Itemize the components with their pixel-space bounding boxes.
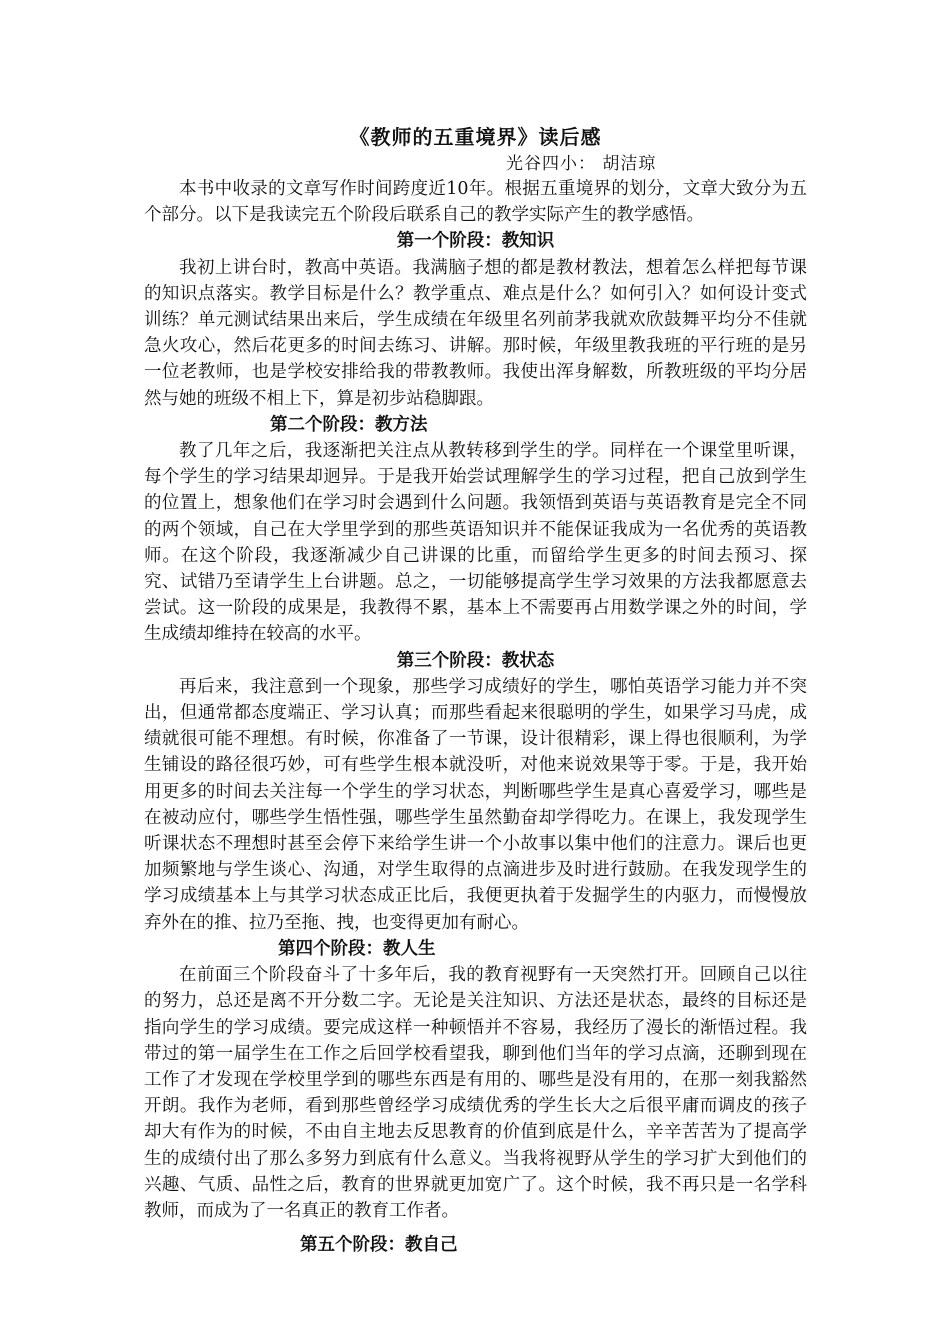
section-heading-4: 第四个阶段：教人生 [278,938,436,959]
author-line: 光谷四小： 胡洁琼 [506,154,657,174]
section-body-3: 再后来，我注意到一个现象，那些学习成绩好的学生，哪怕英语学习能力并不突出，但通常都态度端正、学习认真；而那些看起来很聪明的学生，如果学习马虎，成绩就很可能不理想。有时候，你准备了一节课，设计很精彩，课上得也很顺利，为学生铺设的路径很巧妙，可有些学生根本就没听，对他来说效果等于零。于是，我开始用更多的时间去关注每一个学生的学习状态，判断哪些学生是真心喜爱学习，哪些是在被动应付，哪些学生悟性强，哪些学生虽然勤奋却学得吃力。在课上，我发现学生听课状态不理想时甚至会停下来给学生讲一个小故事以集中他们的注意力。课后也更加频繁地与学生谈心、沟通，对学生取得的点滴进步及时进行鼓励。在我发现学生的学习成绩基本上与其学习状态成正比后，我便更执着于发掘学生的内驱力，而慢慢放弃外在的推、拉乃至拖、拽，也变得更加有耐心。 [144,676,807,933]
section-body-4: 在前面三个阶段奋斗了十多年后，我的教育视野有一天突然打开。回顾自己以往的努力，总还是离不开分数二字。无论是关注知识、方法还是状态，最终的目标还是指向学生的学习成绩。要完成这样一种顿悟并不容易，我经历了漫长的渐悟过程。我带过的第一届学生在工作之后回学校看望我，聊到他们当年的学习点滴，还聊到现在工作了才发现在学校里学到的哪些东西是有用的、哪些是没有用的，在那一刻我豁然开朗。我作为老师，看到那些曾经学习成绩优秀的学生长大之后很平庸而调皮的孩子却大有作为的时候，不由自主地去反思教育的价值到底是什么，辛辛苦苦为了提高学生的成绩付出了那么多努力到底有什么意义。当我将视野从学生的学习扩大到他们的兴趣、气质、品性之后，教育的世界就更加宽广了。这个时候，我不再只是一名学科教师，而成为了一名真正的教育工作者。 [144,965,807,1221]
section-body-2: 教了几年之后，我逐渐把关注点从教转移到学生的学。同样在一个课堂里听课，每个学生的学习结果却迥异。于是我开始尝试理解学生的学习过程，把自己放到学生的位置上，想象他们在学习时会遇到什么问题。我领悟到英语与英语教育是完全不同的两个领域，自己在大学里学到的那些英语知识并不能保证我成为一名优秀的英语教师。在这个阶段，我逐渐减少自己讲课的比重，而留给学生更多的时间去预习、探究、试错乃至请学生上台讲题。总之，一切能够提高学生学习效果的方法我都愿意去尝试。这一阶段的成果是，我教得不累，基本上不需要再占用数学课之外的时间，学生成绩却维持在较高的水平。 [144,441,807,645]
document-page [144,122,807,1258]
section-heading-3: 第三个阶段：教状态 [396,650,555,671]
section-heading-5: 第五个阶段：教自己 [300,1235,458,1256]
intro-paragraph: 本书中收录的文章写作时间跨度近10年。根据五重境界的划分，文章大致分为五个部分。以下是我读完五个阶段后联系自己的教学实际产生的教学感悟。 [144,179,807,226]
section-heading-1: 第一个阶段：教知识 [396,231,555,252]
section-body-1: 我初上讲台时，教高中英语。我满脑子想的都是教材教法，想着怎么样把每节课的知识点落实。教学目标是什么？教学重点、难点是什么？如何引入？如何设计变式训练？单元测试结果出来后，学生成绩在年级里名列前茅我就欢欣鼓舞平均分不佳就急火攻心，然后花更多的时间去练习、讲解。那时候，年级里教我班的平行班的是另一位老教师，也是学校安排给我的带教教师。我使出浑身解数，所教班级的平均分居然与她的班级不相上下，算是初步站稳脚跟。 [144,257,807,409]
section-heading-2: 第二个阶段：教方法 [270,414,428,435]
document-title: 《教师的五重境界》读后感 [349,125,602,149]
